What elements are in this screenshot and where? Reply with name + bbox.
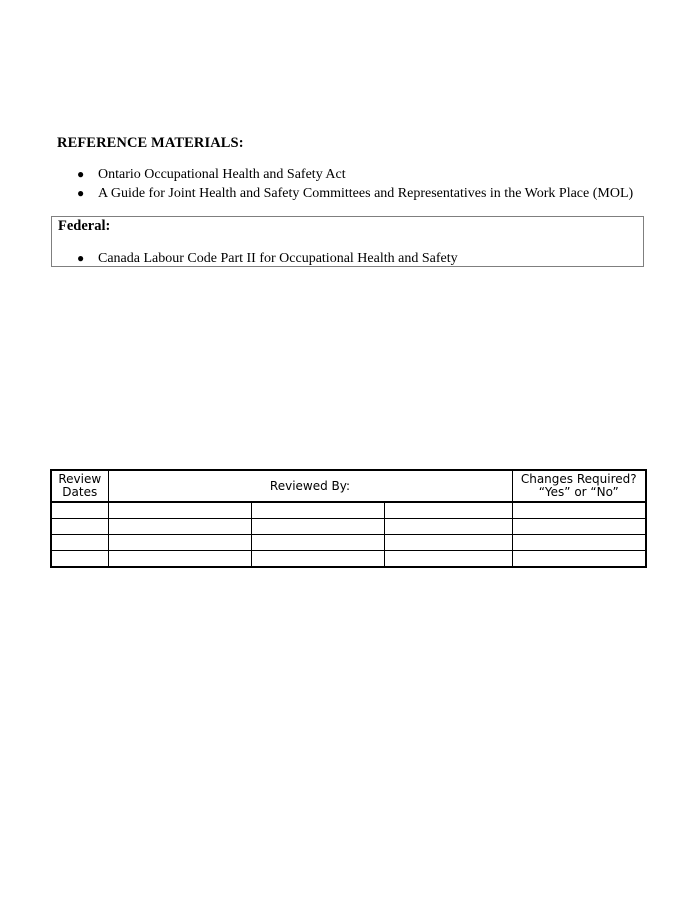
table-cell[interactable] [108,502,251,519]
table-cell[interactable] [512,502,646,519]
reference-list [77,165,633,203]
table-cell[interactable] [108,551,251,568]
table-cell[interactable] [51,551,108,568]
federal-section [51,216,644,267]
table-cell[interactable] [512,535,646,551]
table-row [51,519,646,535]
reference-materials-heading: REFERENCE MATERIALS: [57,135,244,151]
bullet-icon: ● [77,167,85,181]
table-cell[interactable] [384,551,512,568]
reference-item-text: Ontario Occupational Health and Safety Act [98,167,346,182]
table-row [51,502,646,519]
review-dates-header: Review Dates [51,470,108,502]
federal-heading: Federal: [58,218,111,234]
table-cell[interactable] [51,535,108,551]
table-cell[interactable] [384,519,512,535]
table-cell[interactable] [251,551,384,568]
table-cell[interactable] [251,502,384,519]
table-cell[interactable] [384,535,512,551]
list-item [77,165,633,184]
changes-required-header: Changes Required? “Yes” or “No” [512,470,646,502]
bullet-icon: ● [77,186,85,200]
table-cell[interactable] [51,519,108,535]
reference-item-text: A Guide for Joint Health and Safety Committees and Representatives in the Work Place (MOL) [98,186,634,201]
table-cell[interactable] [384,502,512,519]
list-item [77,250,458,267]
table-cell[interactable] [512,551,646,568]
table-cell[interactable] [51,502,108,519]
federal-item-text: Canada Labour Code Part II for Occupational Health and Safety [98,251,458,266]
bullet-icon: ● [77,251,85,265]
table-header-row [51,470,646,502]
list-item [77,184,633,203]
table-cell[interactable] [251,519,384,535]
table-cell[interactable] [251,535,384,551]
table-cell[interactable] [512,519,646,535]
table-cell[interactable] [108,519,251,535]
reviewed-by-header: Reviewed By: [108,470,512,502]
table-row [51,535,646,551]
federal-list [77,250,458,267]
review-table [50,469,647,568]
table-cell[interactable] [108,535,251,551]
table-row [51,551,646,568]
